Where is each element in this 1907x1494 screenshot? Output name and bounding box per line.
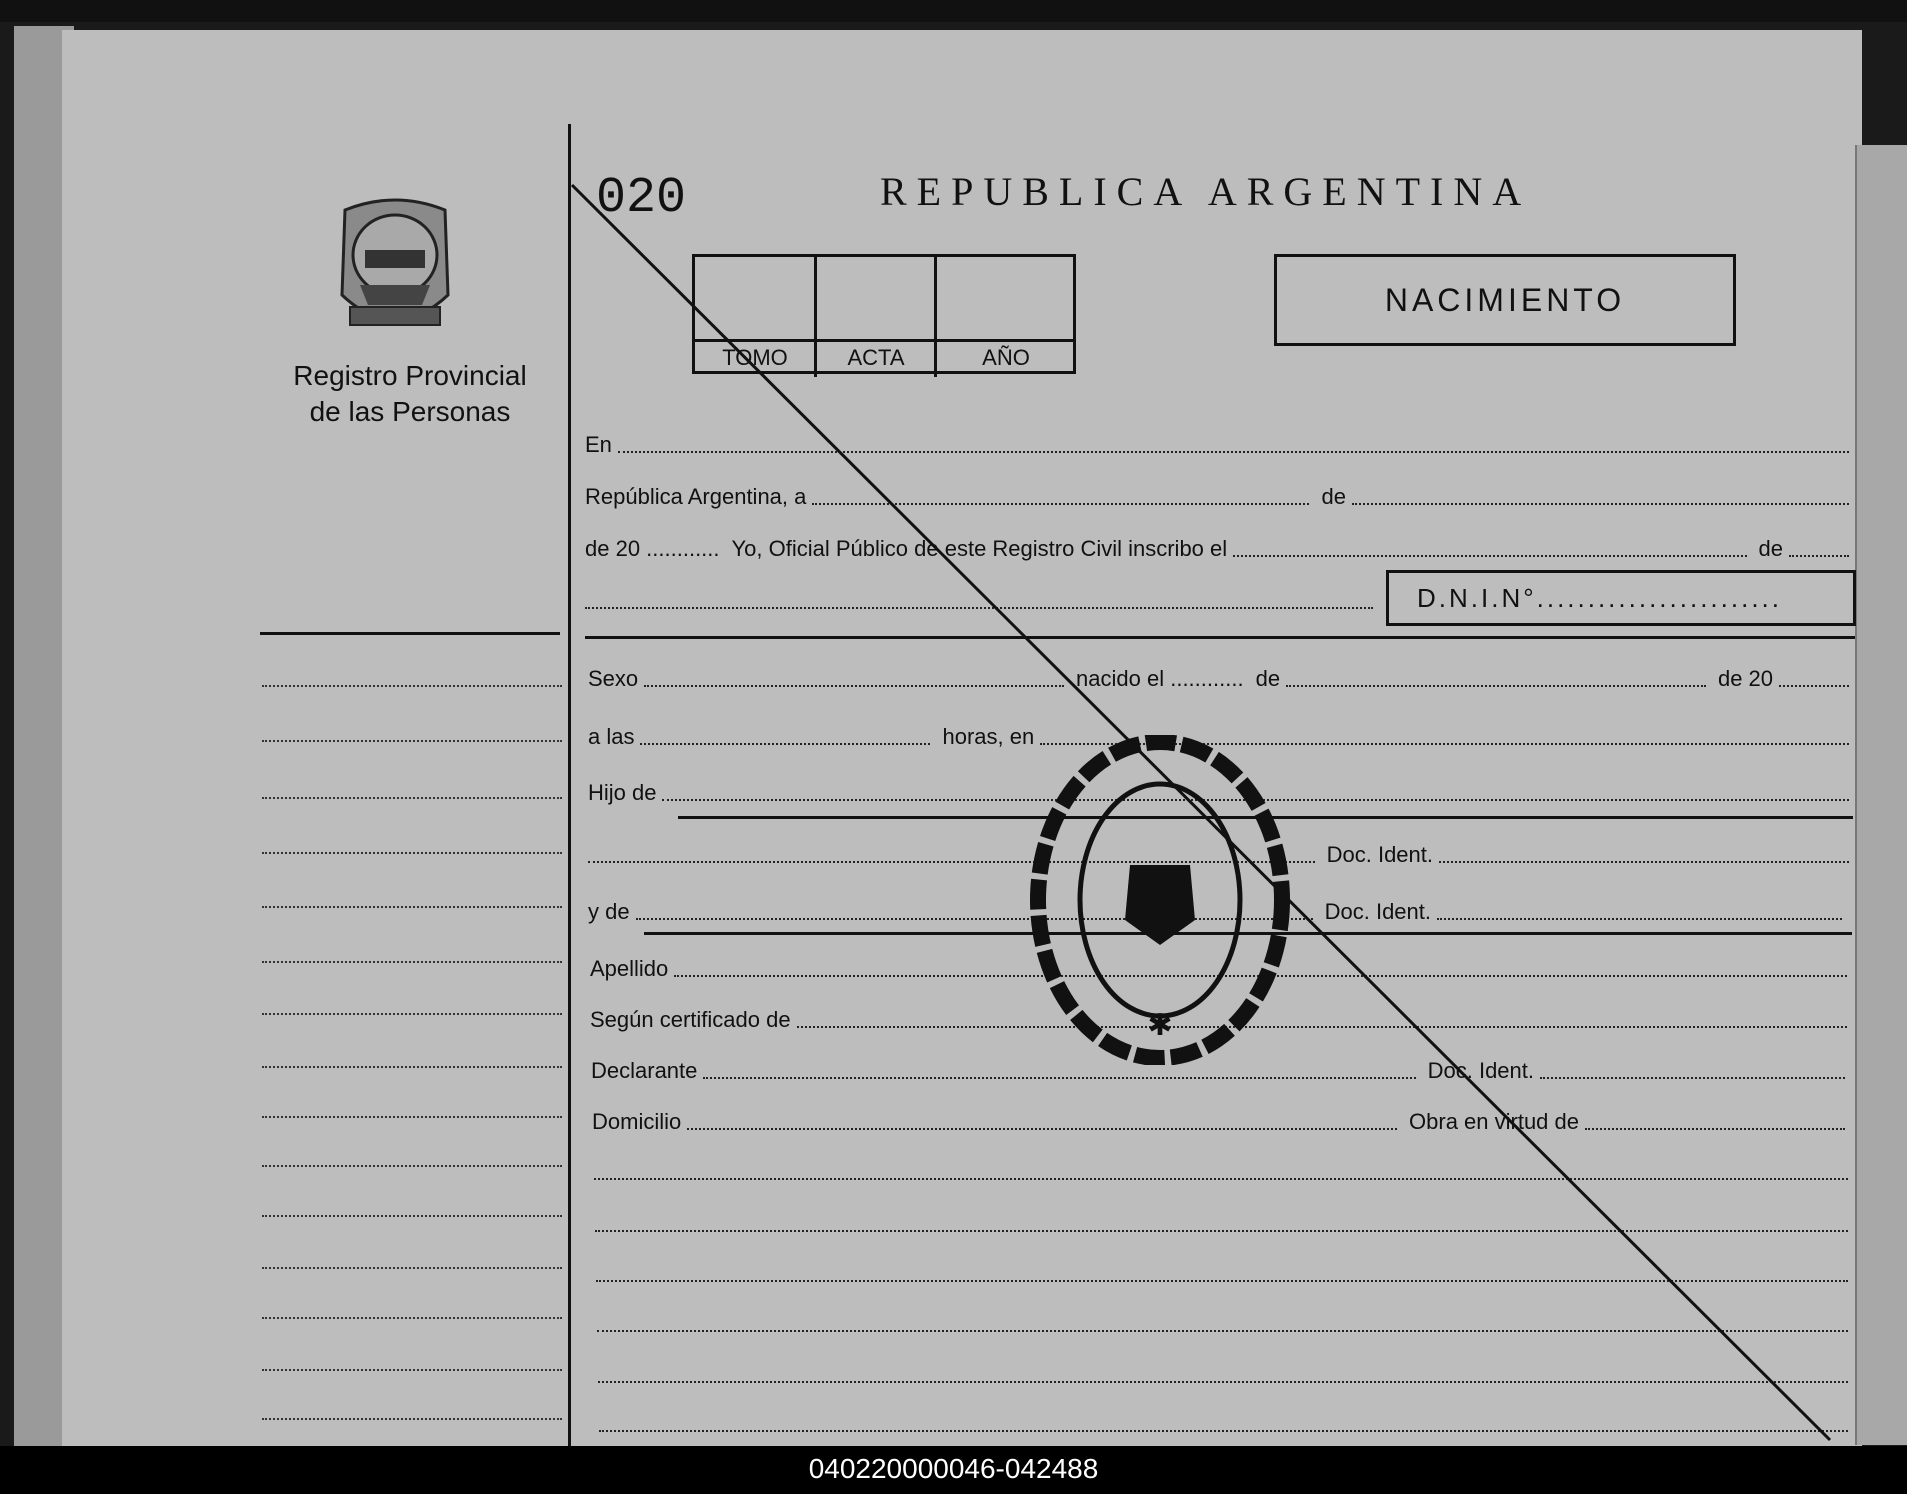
label-horas-en: horas, en [942, 724, 1035, 749]
label-de: de [1758, 536, 1783, 561]
label-oficial: Yo, Oficial Público de este Registro Civil inscribo el [731, 536, 1228, 561]
label-doc-ident: Doc. Ident. [1427, 1058, 1534, 1083]
label-a-las: a las [588, 724, 635, 749]
label-y-de: y de [588, 899, 630, 924]
label-de20: de 20 ............ [585, 536, 720, 561]
label-domicilio: Domicilio [592, 1109, 682, 1134]
registry-line-2: de las Personas [309, 396, 511, 427]
label-segun: Según certificado de [590, 1007, 791, 1032]
label-obra: Obra en virtud de [1409, 1109, 1579, 1134]
label-nacido: nacido el ............ [1076, 666, 1244, 691]
label-declarante: Declarante [591, 1058, 698, 1083]
label-apellido: Apellido [590, 956, 669, 981]
label-republica: República Argentina, a [585, 484, 807, 509]
label-hijo-de: Hijo de [588, 780, 657, 805]
svg-text:✱: ✱ [1147, 1008, 1173, 1043]
label-sexo: Sexo [588, 666, 639, 691]
official-seal-stamp [1030, 735, 1290, 1065]
form-number: 020 [596, 170, 687, 227]
label-de20: de 20 [1717, 666, 1774, 691]
document-id: 040220000046-042488 [808, 1453, 1099, 1484]
page-title: REPUBLICA ARGENTINA [880, 169, 1532, 214]
label-doc-ident: Doc. Ident. [1324, 899, 1431, 924]
label-doc-ident: Doc. Ident. [1326, 842, 1433, 867]
label-en: En [585, 432, 612, 457]
registry-line-1: Registro Provincial [293, 360, 527, 391]
label-de: de [1255, 666, 1281, 691]
label-de: de [1321, 484, 1346, 509]
anio-label: AÑO [982, 345, 1030, 370]
acta-label: ACTA [847, 345, 905, 370]
tomo-label: TOMO [722, 345, 788, 370]
record-type-box: NACIMIENTO [1274, 254, 1736, 346]
dni-box: D.N.I.N°........................ [1386, 570, 1856, 626]
